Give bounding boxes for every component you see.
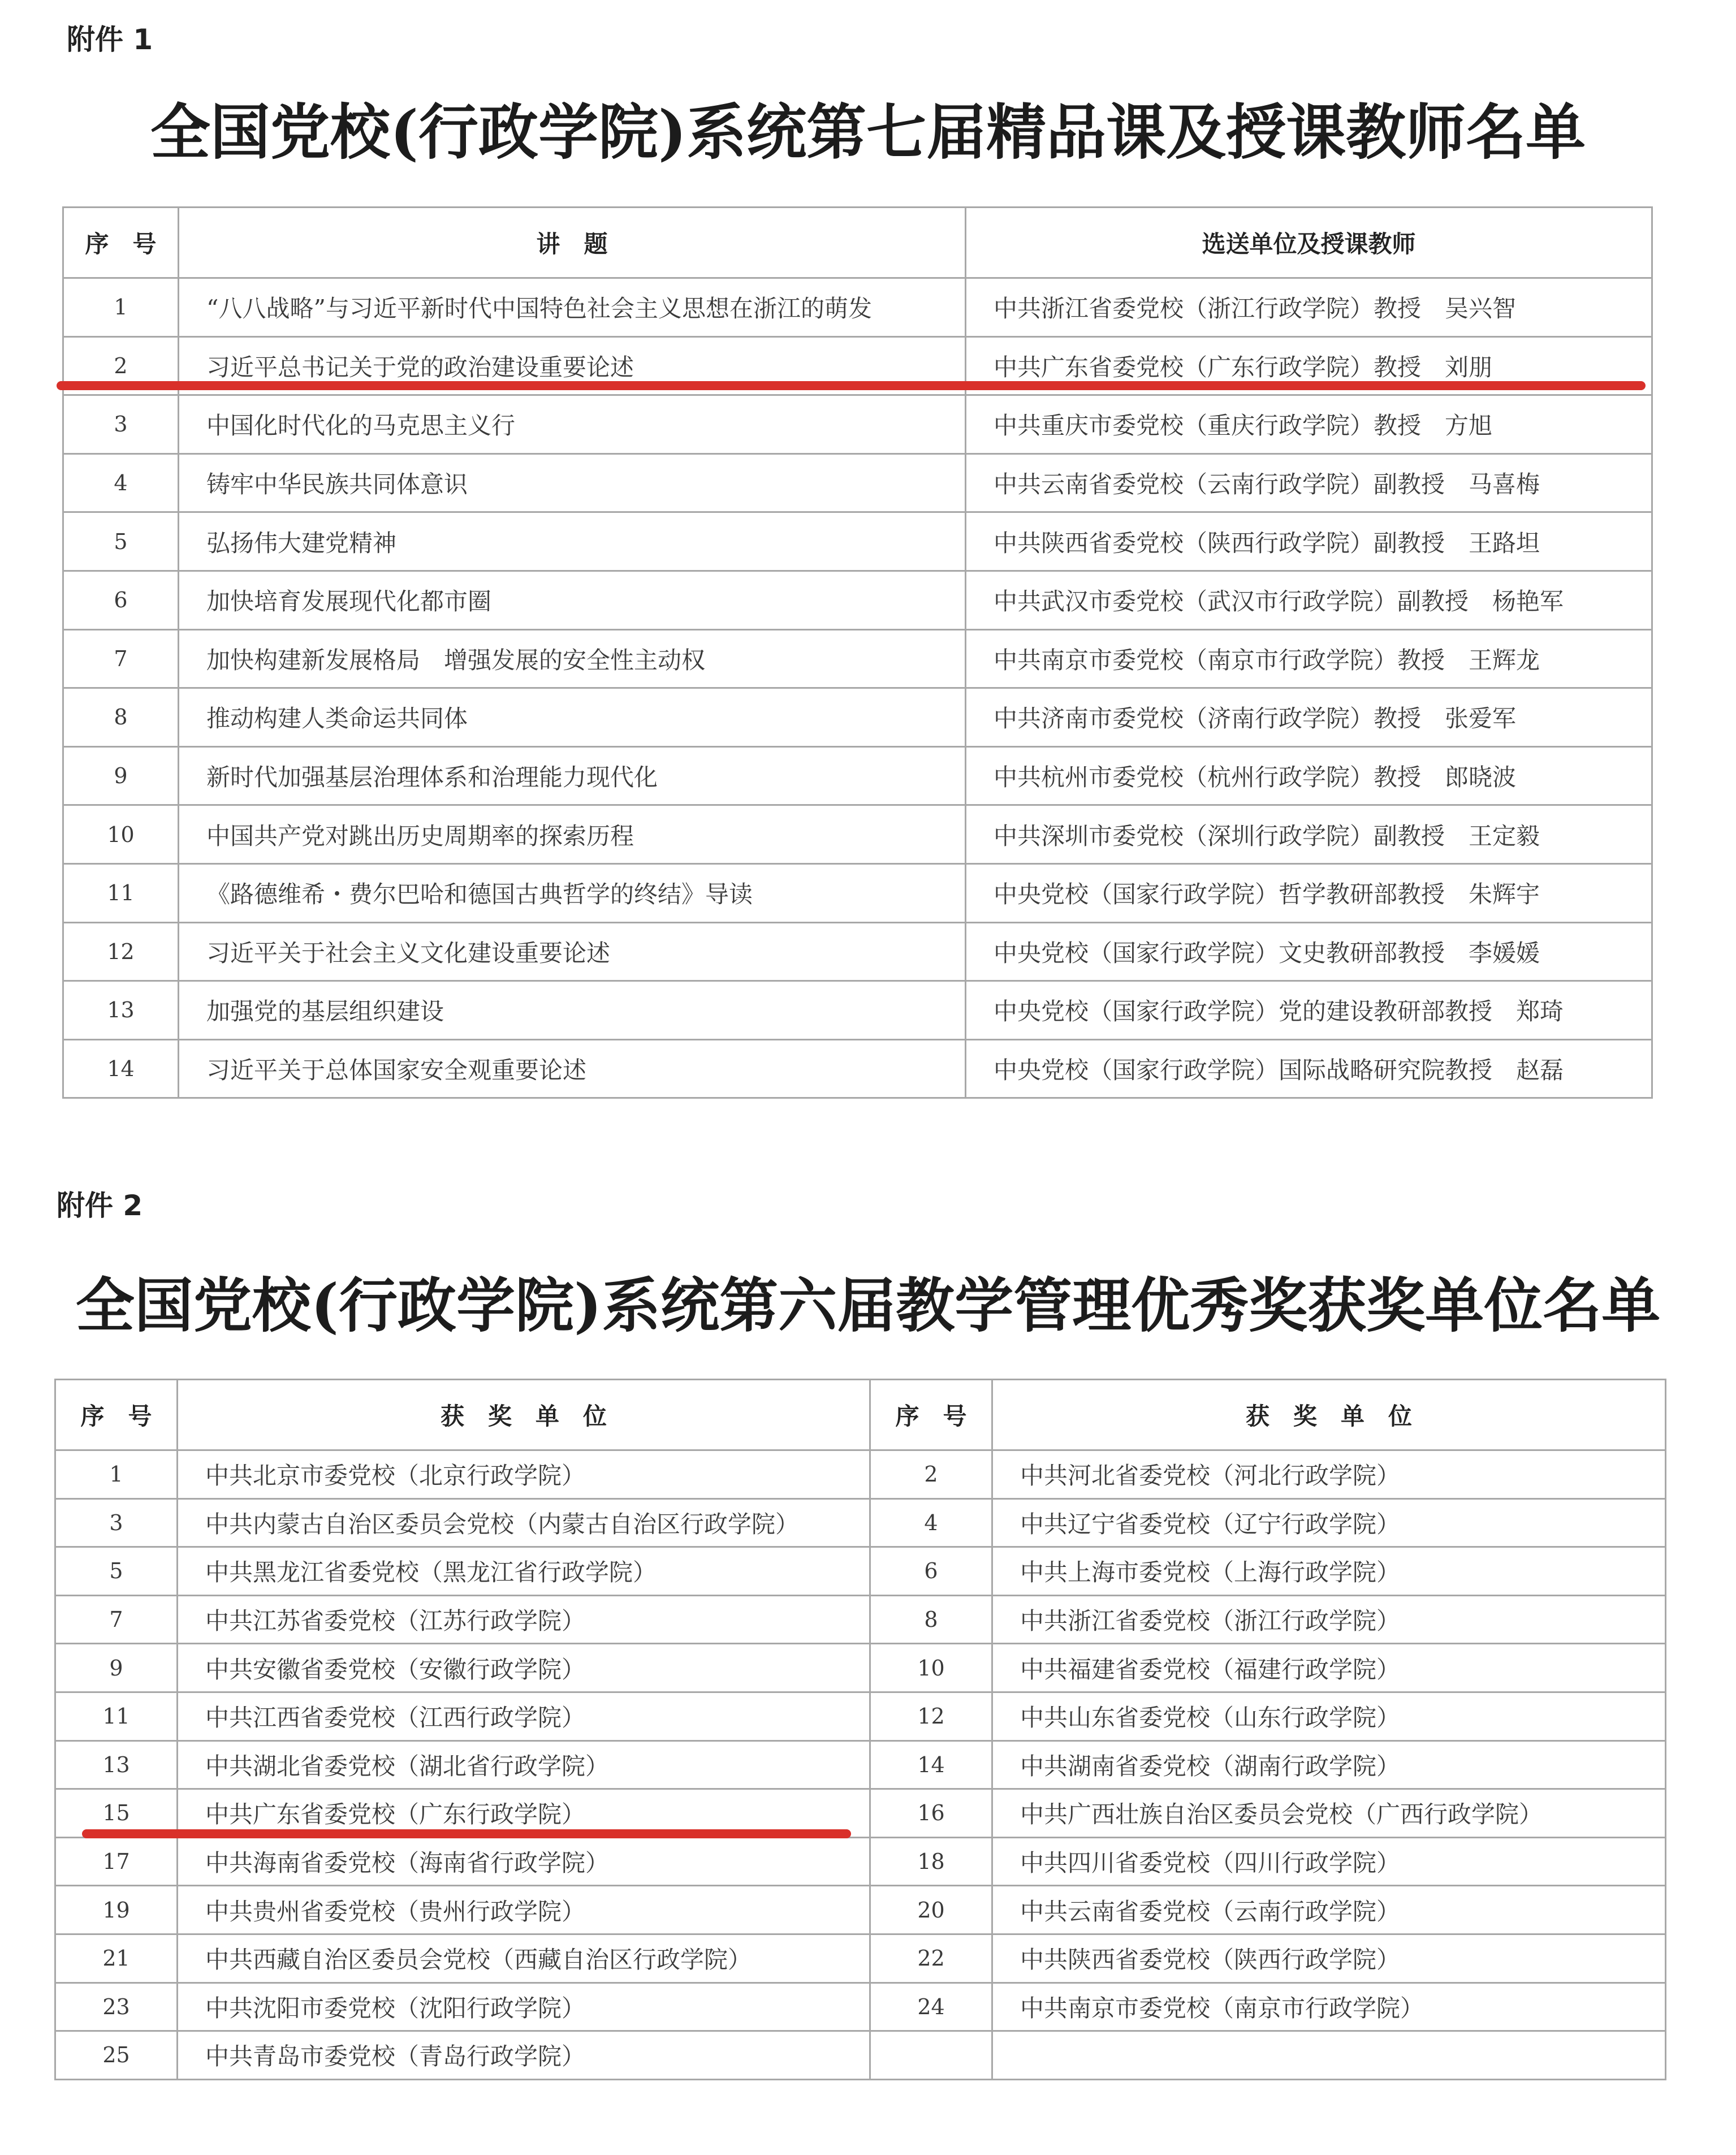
course-topic: 习近平关于总体国家安全观重要论述 <box>179 1039 966 1098</box>
unit-and-teacher: 中央党校（国家行政学院）国际战略研究院教授 赵磊 <box>966 1039 1652 1098</box>
table-row <box>55 1498 1666 1547</box>
col-header-unit: 选送单位及授课教师 <box>966 208 1652 278</box>
row-number-right: 14 <box>870 1741 992 1789</box>
award-unit-left: 中共北京市委党校（北京行政学院） <box>178 1450 870 1499</box>
award-unit-left: 中共广东省委党校（广东行政学院） <box>178 1789 870 1838</box>
table-row <box>55 1595 1666 1644</box>
row-number-right <box>870 2031 992 2080</box>
award-unit-right: 中共广西壮族自治区委员会党校（广西行政学院） <box>992 1789 1666 1838</box>
row-number: 13 <box>63 981 179 1040</box>
row-number: 10 <box>63 805 179 864</box>
unit-and-teacher: 中共武汉市委党校（武汉市行政学院）副教授 杨艳军 <box>966 571 1652 629</box>
course-topic: 推动构建人类命运共同体 <box>179 688 966 747</box>
table-row <box>63 863 1652 922</box>
row-number-right: 2 <box>870 1450 992 1499</box>
table-row <box>63 981 1652 1040</box>
table-row <box>55 1450 1666 1499</box>
attachment2-label: 附件 2 <box>57 1189 143 1222</box>
course-topic: 加强党的基层组织建设 <box>179 981 966 1040</box>
row-number-left: 17 <box>55 1837 178 1886</box>
course-topic: 加快培育发展现代化都市圈 <box>179 571 966 629</box>
course-topic: 中国化时代化的马克思主义行 <box>179 395 966 454</box>
course-topic: 新时代加强基层治理体系和治理能力现代化 <box>179 746 966 805</box>
row-number-right: 8 <box>870 1595 992 1644</box>
row-number-left: 9 <box>55 1644 178 1692</box>
row-number-left: 15 <box>55 1789 178 1838</box>
course-topic: 铸牢中华民族共同体意识 <box>179 454 966 512</box>
col-header-unit-right: 获 奖 单 位 <box>992 1380 1666 1450</box>
table-row <box>63 571 1652 629</box>
table-row <box>63 395 1652 454</box>
highlight-underline-guangdong-award <box>82 1829 851 1838</box>
unit-and-teacher: 中共浙江省委党校（浙江行政学院）教授 吴兴智 <box>966 278 1652 337</box>
row-number: 14 <box>63 1039 179 1098</box>
row-number-left: 5 <box>55 1547 178 1596</box>
highlight-underline-guangdong-course <box>57 381 1646 390</box>
awards-table <box>54 1379 1666 2080</box>
unit-and-teacher: 中共南京市委党校（南京市行政学院）教授 王辉龙 <box>966 629 1652 688</box>
table-row <box>55 1547 1666 1596</box>
award-unit-left: 中共内蒙古自治区委员会党校（内蒙古自治区行政学院） <box>178 1498 870 1547</box>
award-unit-left: 中共贵州省委党校（贵州行政学院） <box>178 1886 870 1934</box>
unit-and-teacher: 中共杭州市委党校（杭州行政学院）教授 郎晓波 <box>966 746 1652 805</box>
row-number-right: 16 <box>870 1789 992 1838</box>
table-row <box>63 278 1652 337</box>
row-number: 3 <box>63 395 179 454</box>
row-number-right: 10 <box>870 1644 992 1692</box>
table-row <box>63 746 1652 805</box>
table-row <box>63 1039 1652 1098</box>
row-number-right: 6 <box>870 1547 992 1596</box>
award-unit-right <box>992 2031 1666 2080</box>
course-topic: 弘扬伟大建党精神 <box>179 512 966 571</box>
row-number: 11 <box>63 863 179 922</box>
award-unit-right: 中共辽宁省委党校（辽宁行政学院） <box>992 1498 1666 1547</box>
row-number: 12 <box>63 922 179 981</box>
row-number-left: 11 <box>55 1692 178 1741</box>
course-topic: 习近平关于社会主义文化建设重要论述 <box>179 922 966 981</box>
row-number: 6 <box>63 571 179 629</box>
award-unit-right: 中共云南省委党校（云南行政学院） <box>992 1886 1666 1934</box>
course-topic: “八八战略”与习近平新时代中国特色社会主义思想在浙江的萌发 <box>179 278 966 337</box>
table-row <box>63 512 1652 571</box>
row-number-left: 13 <box>55 1741 178 1789</box>
award-unit-right: 中共上海市委党校（上海行政学院） <box>992 1547 1666 1596</box>
row-number: 8 <box>63 688 179 747</box>
row-number: 1 <box>63 278 179 337</box>
award-unit-left: 中共沈阳市委党校（沈阳行政学院） <box>178 1983 870 2031</box>
award-unit-right: 中共湖南省委党校（湖南行政学院） <box>992 1741 1666 1789</box>
row-number-left: 19 <box>55 1886 178 1934</box>
award-unit-left: 中共西藏自治区委员会党校（西藏自治区行政学院） <box>178 1934 870 1983</box>
row-number: 9 <box>63 746 179 805</box>
row-number-left: 1 <box>55 1450 178 1499</box>
award-unit-left: 中共黑龙江省委党校（黑龙江省行政学院） <box>178 1547 870 1596</box>
table-row <box>63 805 1652 864</box>
award-unit-left: 中共安徽省委党校（安徽行政学院） <box>178 1644 870 1692</box>
col-header-no-right: 序 号 <box>870 1380 992 1450</box>
award-unit-left: 中共江西省委党校（江西行政学院） <box>178 1692 870 1741</box>
row-number-right: 12 <box>870 1692 992 1741</box>
row-number: 2 <box>63 336 179 395</box>
award-unit-right: 中共浙江省委党校（浙江行政学院） <box>992 1595 1666 1644</box>
award-unit-right: 中共河北省委党校（河北行政学院） <box>992 1450 1666 1499</box>
row-number-right: 22 <box>870 1934 992 1983</box>
table-row <box>55 1644 1666 1692</box>
course-topic: 习近平总书记关于党的政治建设重要论述 <box>179 336 966 395</box>
award-unit-right: 中共山东省委党校（山东行政学院） <box>992 1692 1666 1741</box>
table-row <box>55 1692 1666 1741</box>
award-unit-right: 中共福建省委党校（福建行政学院） <box>992 1644 1666 1692</box>
course-topic: 中国共产党对跳出历史周期率的探索历程 <box>179 805 966 864</box>
award-unit-left: 中共湖北省委党校（湖北省行政学院） <box>178 1741 870 1789</box>
table-row <box>63 922 1652 981</box>
unit-and-teacher: 中共济南市委党校（济南行政学院）教授 张爱军 <box>966 688 1652 747</box>
course-topic: 加快构建新发展格局 增强发展的安全性主动权 <box>179 629 966 688</box>
row-number-left: 25 <box>55 2031 178 2080</box>
row-number-left: 7 <box>55 1595 178 1644</box>
unit-and-teacher: 中央党校（国家行政学院）文史教研部教授 李媛媛 <box>966 922 1652 981</box>
unit-and-teacher: 中共云南省委党校（云南行政学院）副教授 马喜梅 <box>966 454 1652 512</box>
row-number: 7 <box>63 629 179 688</box>
courses-table <box>62 206 1653 1099</box>
row-number: 5 <box>63 512 179 571</box>
unit-and-teacher: 中央党校（国家行政学院）党的建设教研部教授 郑琦 <box>966 981 1652 1040</box>
attachment2-title: 全国党校(行政学院)系统第六届教学管理优秀奖获奖单位名单 <box>75 1271 1661 1340</box>
row-number-left: 23 <box>55 1983 178 2031</box>
award-unit-left: 中共江苏省委党校（江苏行政学院） <box>178 1595 870 1644</box>
col-header-unit-left: 获 奖 单 位 <box>178 1380 870 1450</box>
unit-and-teacher: 中央党校（国家行政学院）哲学教研部教授 朱辉宇 <box>966 863 1652 922</box>
table-row <box>55 2031 1666 2080</box>
col-header-no-left: 序 号 <box>55 1380 178 1450</box>
col-header-topic: 讲 题 <box>179 208 966 278</box>
table-row <box>63 454 1652 512</box>
award-unit-right: 中共四川省委党校（四川行政学院） <box>992 1837 1666 1886</box>
row-number-right: 20 <box>870 1886 992 1934</box>
table-row <box>63 688 1652 747</box>
unit-and-teacher: 中共深圳市委党校（深圳行政学院）副教授 王定毅 <box>966 805 1652 864</box>
table-row <box>55 1741 1666 1789</box>
row-number-right: 18 <box>870 1837 992 1886</box>
table-row <box>55 1934 1666 1983</box>
award-unit-left: 中共青岛市委党校（青岛行政学院） <box>178 2031 870 2080</box>
attachment1-title: 全国党校(行政学院)系统第七届精品课及授课教师名单 <box>150 97 1586 167</box>
table-row <box>55 1983 1666 2031</box>
table-row <box>55 1837 1666 1886</box>
row-number-left: 21 <box>55 1934 178 1983</box>
award-unit-right: 中共陕西省委党校（陕西行政学院） <box>992 1934 1666 1983</box>
unit-and-teacher: 中共重庆市委党校（重庆行政学院）教授 方旭 <box>966 395 1652 454</box>
attachment1-label: 附件 1 <box>67 23 153 56</box>
award-unit-right: 中共南京市委党校（南京市行政学院） <box>992 1983 1666 2031</box>
award-unit-left: 中共海南省委党校（海南省行政学院） <box>178 1837 870 1886</box>
row-number-right: 4 <box>870 1498 992 1547</box>
row-number-left: 3 <box>55 1498 178 1547</box>
row-number: 4 <box>63 454 179 512</box>
unit-and-teacher: 中共陕西省委党校（陕西行政学院）副教授 王路坦 <box>966 512 1652 571</box>
col-header-no: 序 号 <box>63 208 179 278</box>
table-row <box>63 629 1652 688</box>
unit-and-teacher: 中共广东省委党校（广东行政学院）教授 刘朋 <box>966 336 1652 395</box>
row-number-right: 24 <box>870 1983 992 2031</box>
course-topic: 《路德维希・费尔巴哈和德国古典哲学的终结》导读 <box>179 863 966 922</box>
table-row <box>55 1886 1666 1934</box>
